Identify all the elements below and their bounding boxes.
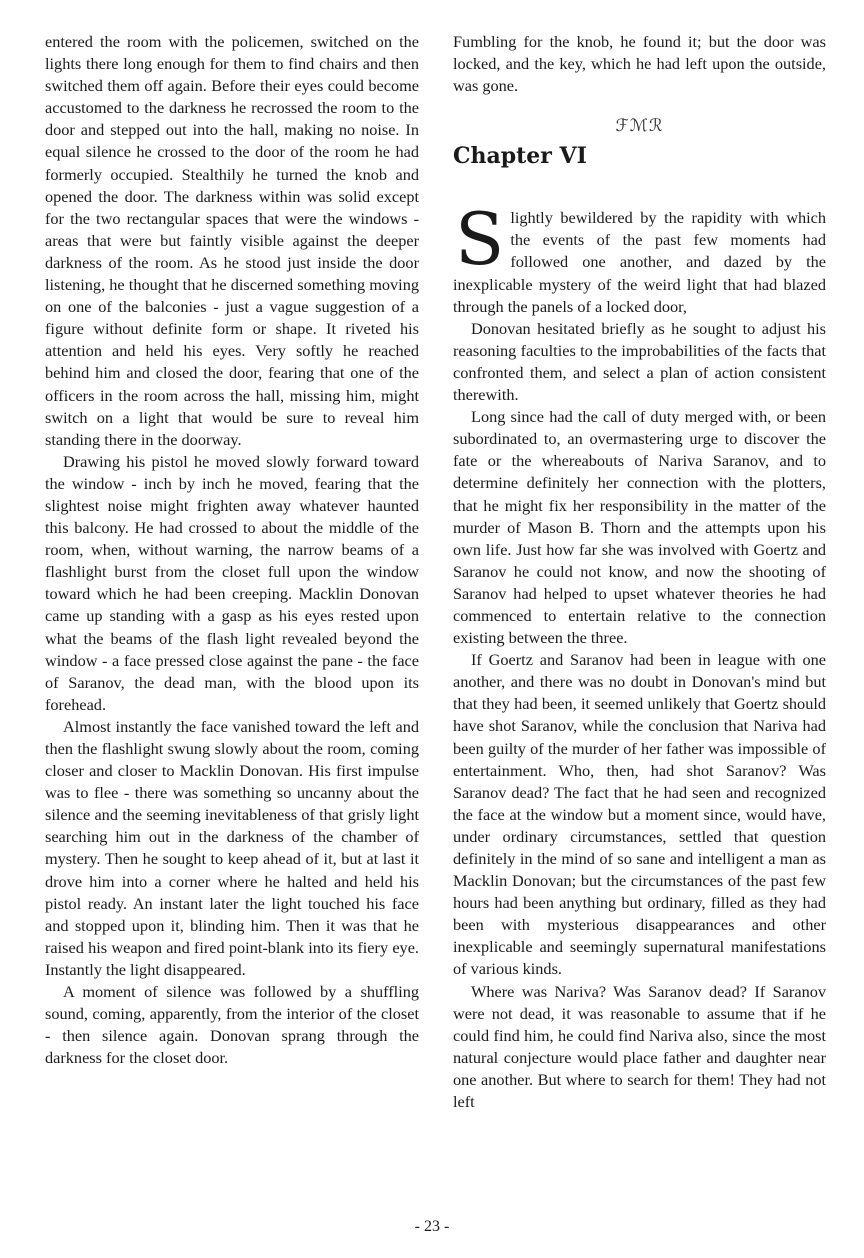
left-column [45,31,419,1069]
body-paragraph: Drawing his pistol he moved slowly forward toward the window - inch by inch he moved, fearing that the slightest noise might frighten away whatever haunted this balcony. He had crossed to about the middle of the room, when, without warning, the narrow beams of a flashlight burst from the closet full upon the window toward which he had been creeping. Macklin Donovan came up standing with a gasp as his eyes rested upon what the beams of the flash light revealed beyond the window - a face pressed close against the pane - the face of Saranov, the dead man, with the blood upon its forehead. [45,451,419,714]
body-paragraph: Donovan hesitated briefly as he sought to adjust his reasoning faculties to the improbabilities of the facts that confronted them, and select a plan of action consistent therewith. [453,318,826,405]
body-paragraph: entered the room with the policemen, switched on the lights there long enough for them to find chairs and then switched them off again. Before their eyes could become accustomed to the darkness he recrossed the room to the door and stepped out into the hall, making no noise. In equal silence he crossed to the door of the room he had formerly occupied. Stealthily he turned the knob and opened the door. The darkness within was solid except for the two rectangular spaces that were the windows - areas that were but faintly visible against the deeper darkness of the room. As he stood just inside the door listening, he thought that he discerned something moving on one of the balconies - just a vague suggestion of a figure without definite form or shape. It riveted his attention and held his eyes. Very softly he reached behind him and closed the door, fearing that one of the officers in the room across the hall, missing him, might switch on a light that would be sure to reveal him standing there in the doorway. [45,32,419,449]
drop-cap: S [455,197,505,282]
chapter-title: Chapter VI [453,143,587,170]
page-number: - 23 - [414,1218,450,1235]
body-paragraph: A moment of silence was followed by a shuffling sound, coming, apparently, from the interior of the closet - then silence again. Donovan sprang through the darkness for the closet door. [45,982,419,1068]
body-paragraph: Where was Nariva? Was Saranov dead? If Saranov were not dead, it was reasonable to assume that if he could find him, he could find Nariva also, since the most natural conjecture would place father and daughter near one another. But where to search for them! They had not left [453,981,826,1112]
body-paragraph: Fumbling for the knob, he found it; but the door was locked, and the key, which he had left upon the outside, was gone. [453,32,826,96]
ornament-icon: ℱℳℛ [615,116,664,136]
body-paragraph: Almost instantly the face vanished toward the left and then the flashlight swung slowly about the room, coming closer and closer to Macklin Donovan. His first impulse was to flee - there was something so uncanny about the silence and the seeming inevitableness of that grisly light searching him out in the darkness of the chamber of mystery. Then he sought to keep ahead of it, but at last it drove him into a corner where he halted and held his pistol ready. An instant later the light touched his face and stopped upon it, blinding him. Then it was that he raised his weapon and fired point-blank into its fiery eye. Instantly the light disappeared. [45,716,419,979]
opening-text: lightly bewildered by the rapidity with which the events of the past few moments had followed one another, and dazed by the inexplicable mystery of the weird light that had blazed through the panels of a locked door, [453,208,826,316]
right-column [453,31,826,1113]
body-paragraph: If Goertz and Saranov had been in league with one another, and there was no doubt in Donovan's mind but that they had been, it seemed unlikely that Goertz should have shot Saranov, while the conclusion that Nariva had been guilty of the murder of her father was impossible of entertainment. Who, then, had shot Saranov? Was Saranov dead? The fact that he had seen and recognized the face at the window but a moment since, would have, under ordinary circumstances, settled that question definitely in the mind of so sane and intelligent a man as Macklin Donovan; but the circumstances of the past few hours had been anything but ordinary, filled as they had been with mysterious disappearances and other inexplicable and seemingly supernatural manifestations of various kinds. [453,650,826,979]
body-paragraph: Long since had the call of duty merged with, or been subordinated to, an overmastering urge to discover the fate or the whereabouts of Nariva Saranov, and to determine definitely her connection with the plotters, that he might fix her responsibility in the matter of the murder of Mason B. Thorn and the attempts upon his own life. Just how far she was involved with Goertz and Saranov he could not know, and now the shooting of Saranov had helped to upset whatever theories he had commenced to entertain relative to the connection existing between the three. [453,407,826,648]
chapter-opening-paragraph [453,197,826,317]
